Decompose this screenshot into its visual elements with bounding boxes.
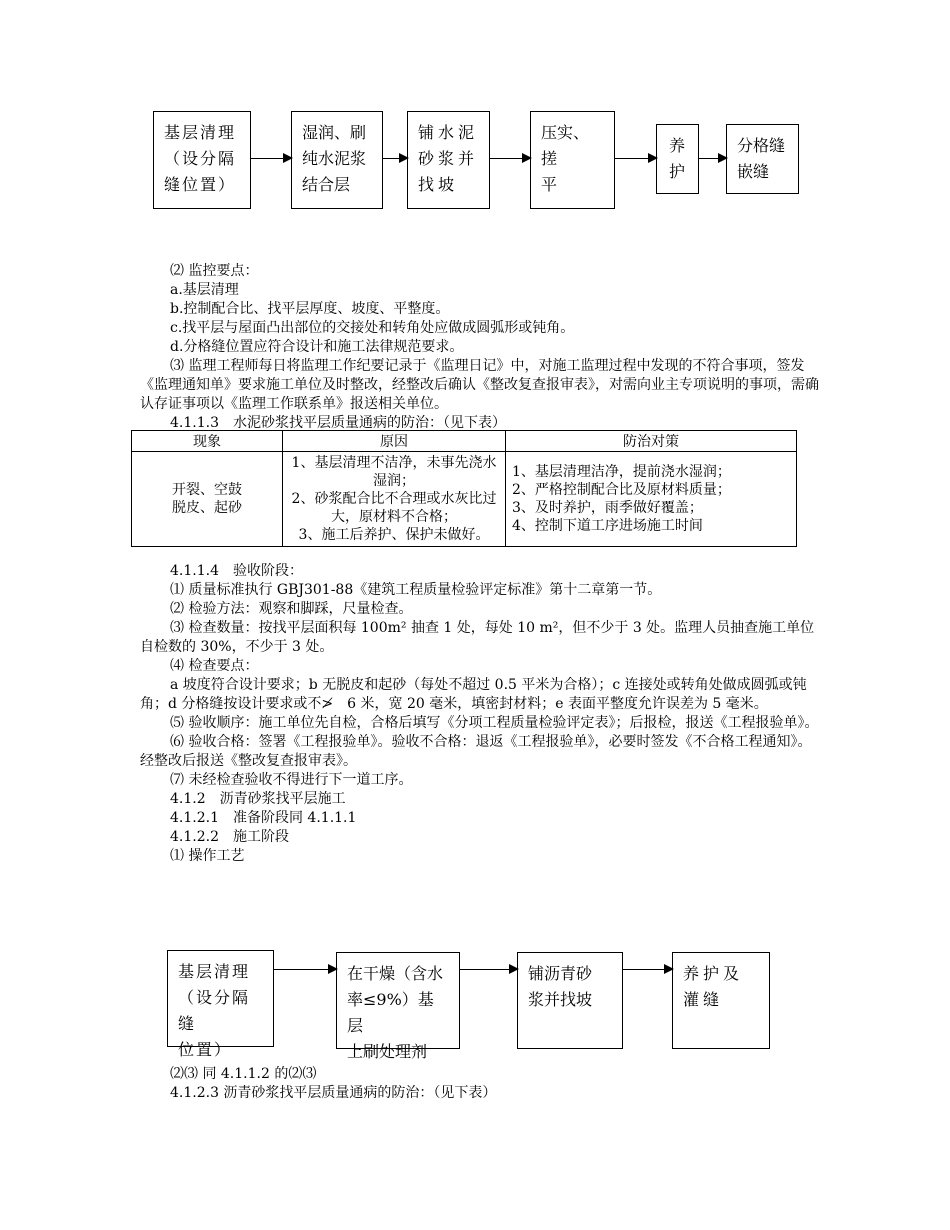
flow1-step-base-cleaning: 基层清理 （设分隔 缝位置）: [153, 111, 251, 209]
acceptance-stage: [140, 562, 820, 866]
flow1-step-cement-slurry: 湿润、刷 纯水泥浆 结合层: [291, 111, 383, 209]
paragraph: ⑹ 验收合格：签署《工程报验单》。验收不合格：退返《工程报验单》，必要时签发《不合格工程通知》。经整改后报送《整改复查报审表》。: [140, 734, 812, 769]
flow1-arrow-1: [251, 158, 291, 159]
section-heading: 4.1.2 沥青砂浆找平层施工: [170, 791, 346, 807]
cell-measures: 1、基层清理洁净，提前浇水湿润； 2、严格控制配合比及原材料质量； 3、及时养护，雨季做好覆盖； 4、控制下道工序进场施工时间: [506, 452, 797, 547]
paragraph: a.基层清理: [170, 282, 239, 298]
paragraph: ⑵⑶ 同 4.1.1.2 的⑵⑶: [170, 1066, 317, 1082]
flow2-arrow-1: [274, 969, 336, 970]
paragraph: a 坡度符合设计要求；b 无脱皮和起砂（每处不超过 0.5 平米为合格）；c 连接处或转角处做成圆弧或钝角；d 分格缝按设计要求或不≯ 6 米，宽 20 毫米，填密封材料；e 表面平整度允许误差为 5 毫米。: [140, 677, 807, 712]
section-heading: 4.1.2.1 准备阶段同 4.1.1.1: [170, 810, 357, 826]
monitoring-points: [140, 262, 820, 433]
paragraph: ⑶ 检查数量：按找平层面积每 100m² 抽查 1 处，每处 10 m²，但不少于 3 处。监理人员抽查施工单位自检数的 30%，不少于 3 处。: [140, 620, 815, 655]
paragraph: ⑴ 质量标准执行 GBJ301-88《建筑工程质量检验评定标准》第十二章第一节。: [170, 582, 662, 598]
paragraph: ⑵ 监控要点：: [170, 263, 259, 279]
paragraph: ⑺ 未经检查验收不得进行下一道工序。: [170, 772, 413, 788]
flow1-step-curing: 养 护: [656, 124, 699, 194]
paragraph: ⑴ 操作工艺: [170, 848, 245, 864]
paragraph: ⑷ 检查要点：: [170, 658, 259, 674]
table-row: [132, 452, 797, 547]
flow1-step-compact: 压实、搓 平: [530, 111, 615, 209]
header-phenomenon: 现象: [132, 431, 283, 452]
flow2-step-primer: 在干燥（含水 率≤9%）基层 上刷处理剂: [336, 952, 460, 1049]
flow2-arrow-2: [460, 969, 517, 970]
flow1-arrow-5: [699, 158, 726, 159]
flow1-arrow-2: [383, 158, 407, 159]
paragraph: c.找平层与屋面凸出部位的交接处和转角处应做成圆弧形或钝角。: [170, 320, 575, 336]
paragraph: ⑵ 检验方法：观察和脚踩，尺量检查。: [170, 601, 413, 617]
paragraph: ⑸ 验收顺序：施工单位先自检，合格后填写《分项工程质量检验评定表》；后报检，报送《工程报验单》。: [170, 715, 819, 731]
flow1-step-mortar-slope: 铺水泥 砂浆并 找坡: [407, 111, 490, 209]
flow1-arrow-3: [490, 158, 530, 159]
flow2-step-asphalt-mortar: 铺沥青砂 浆并找坡: [517, 952, 623, 1049]
section-heading: 4.1.1.3 水泥砂浆找平层质量通病的防治：（见下表）: [170, 415, 506, 431]
flow1-step-joint-filling: 分格缝 嵌缝: [726, 124, 799, 194]
paragraph: d.分格缝位置应符合设计和施工法律规范要求。: [170, 339, 464, 355]
section-heading: 4.1.2.3 沥青砂浆找平层质量通病的防治：（见下表）: [170, 1085, 497, 1101]
paragraph: b.控制配合比、找平层厚度、坡度、平整度。: [170, 301, 450, 317]
section-heading: 4.1.1.4 验收阶段：: [170, 563, 303, 579]
flow2-step-curing: 养护及 灌缝: [672, 952, 770, 1049]
flow2-arrow-3: [623, 969, 672, 970]
flow1-arrow-4: [615, 158, 656, 159]
section-heading: 4.1.2.2 施工阶段: [170, 829, 289, 845]
paragraph: ⑶ 监理工程师每日将监理工作纪要记录于《监理日记》中，对施工监理过程中发现的不符合事项，签发《监理通知单》要求施工单位及时整改，经整改后确认《整改复查报审表》，对需向业主专项说明的事项，需确认存证事项以《监理工作联系单》报送相关单位。: [140, 358, 819, 412]
header-measures: 防治对策: [506, 431, 797, 452]
flow2-step-base-cleaning: 基层清理 （设分隔缝 位置）: [167, 950, 274, 1047]
header-cause: 原因: [283, 431, 506, 452]
cell-phenomenon: 开裂、空鼓 脱皮、起砂: [132, 452, 283, 547]
defect-prevention-table: [131, 430, 797, 547]
table-header-row: [132, 431, 797, 452]
asphalt-notes: [140, 1065, 820, 1103]
cell-cause: 1、基层清理不洁净，未事先浇水湿润； 2、砂浆配合比不合理或水灰比过大，原材料不合格； 3、施工后养护、保护未做好。: [283, 452, 506, 547]
